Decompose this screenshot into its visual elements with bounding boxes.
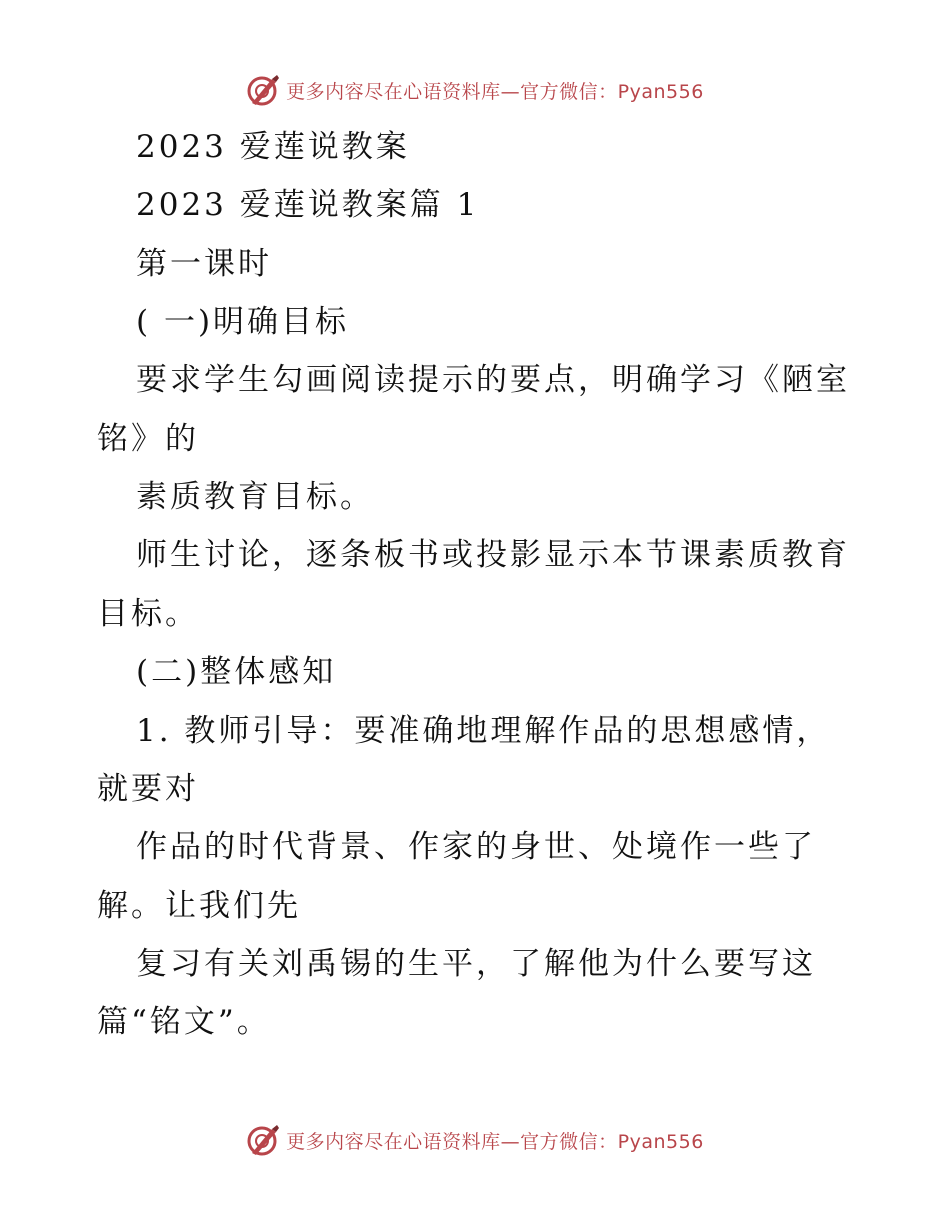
doc-subtitle: 2023 爱莲说教案篇 1 xyxy=(136,187,480,223)
paragraph-line: 1. 教师引导：要准确地理解作品的思想感情， xyxy=(136,713,831,749)
pen-logo-icon xyxy=(246,1123,280,1157)
paragraph-line: 铭》的 xyxy=(97,421,199,457)
header-banner xyxy=(0,70,950,110)
footer-banner-text: 更多内容尽在心语资料库—官方微信：Pyan556 xyxy=(286,1130,704,1153)
header-banner-text: 更多内容尽在心语资料库—官方微信：Pyan556 xyxy=(286,80,704,103)
doc-title: 2023 爱莲说教案 xyxy=(136,129,410,165)
paragraph-line: 篇“铭文”。 xyxy=(97,1004,271,1040)
paragraph-line: 师生讨论，逐条板书或投影显示本节课素质教育 xyxy=(136,537,850,573)
paragraph-line: 解。让我们先 xyxy=(97,888,301,924)
paragraph-line: 复习有关刘禹锡的生平，了解他为什么要写这 xyxy=(136,946,816,982)
paragraph-line: 素质教育目标。 xyxy=(136,479,374,515)
paragraph-line: 作品的时代背景、作家的身世、处境作一些了 xyxy=(136,829,816,865)
footer-banner xyxy=(0,1120,950,1160)
paragraph-line: 目标。 xyxy=(97,596,199,632)
paragraph-line: 就要对 xyxy=(97,771,199,807)
subsection-heading: (二)整体感知 xyxy=(136,654,337,690)
section-heading: 第一课时 xyxy=(136,246,272,282)
paragraph-line: 要求学生勾画阅读提示的要点，明确学习《陋室 xyxy=(136,362,850,398)
pen-logo-icon xyxy=(246,73,280,107)
subsection-heading: ( 一)明确目标 xyxy=(136,304,350,340)
